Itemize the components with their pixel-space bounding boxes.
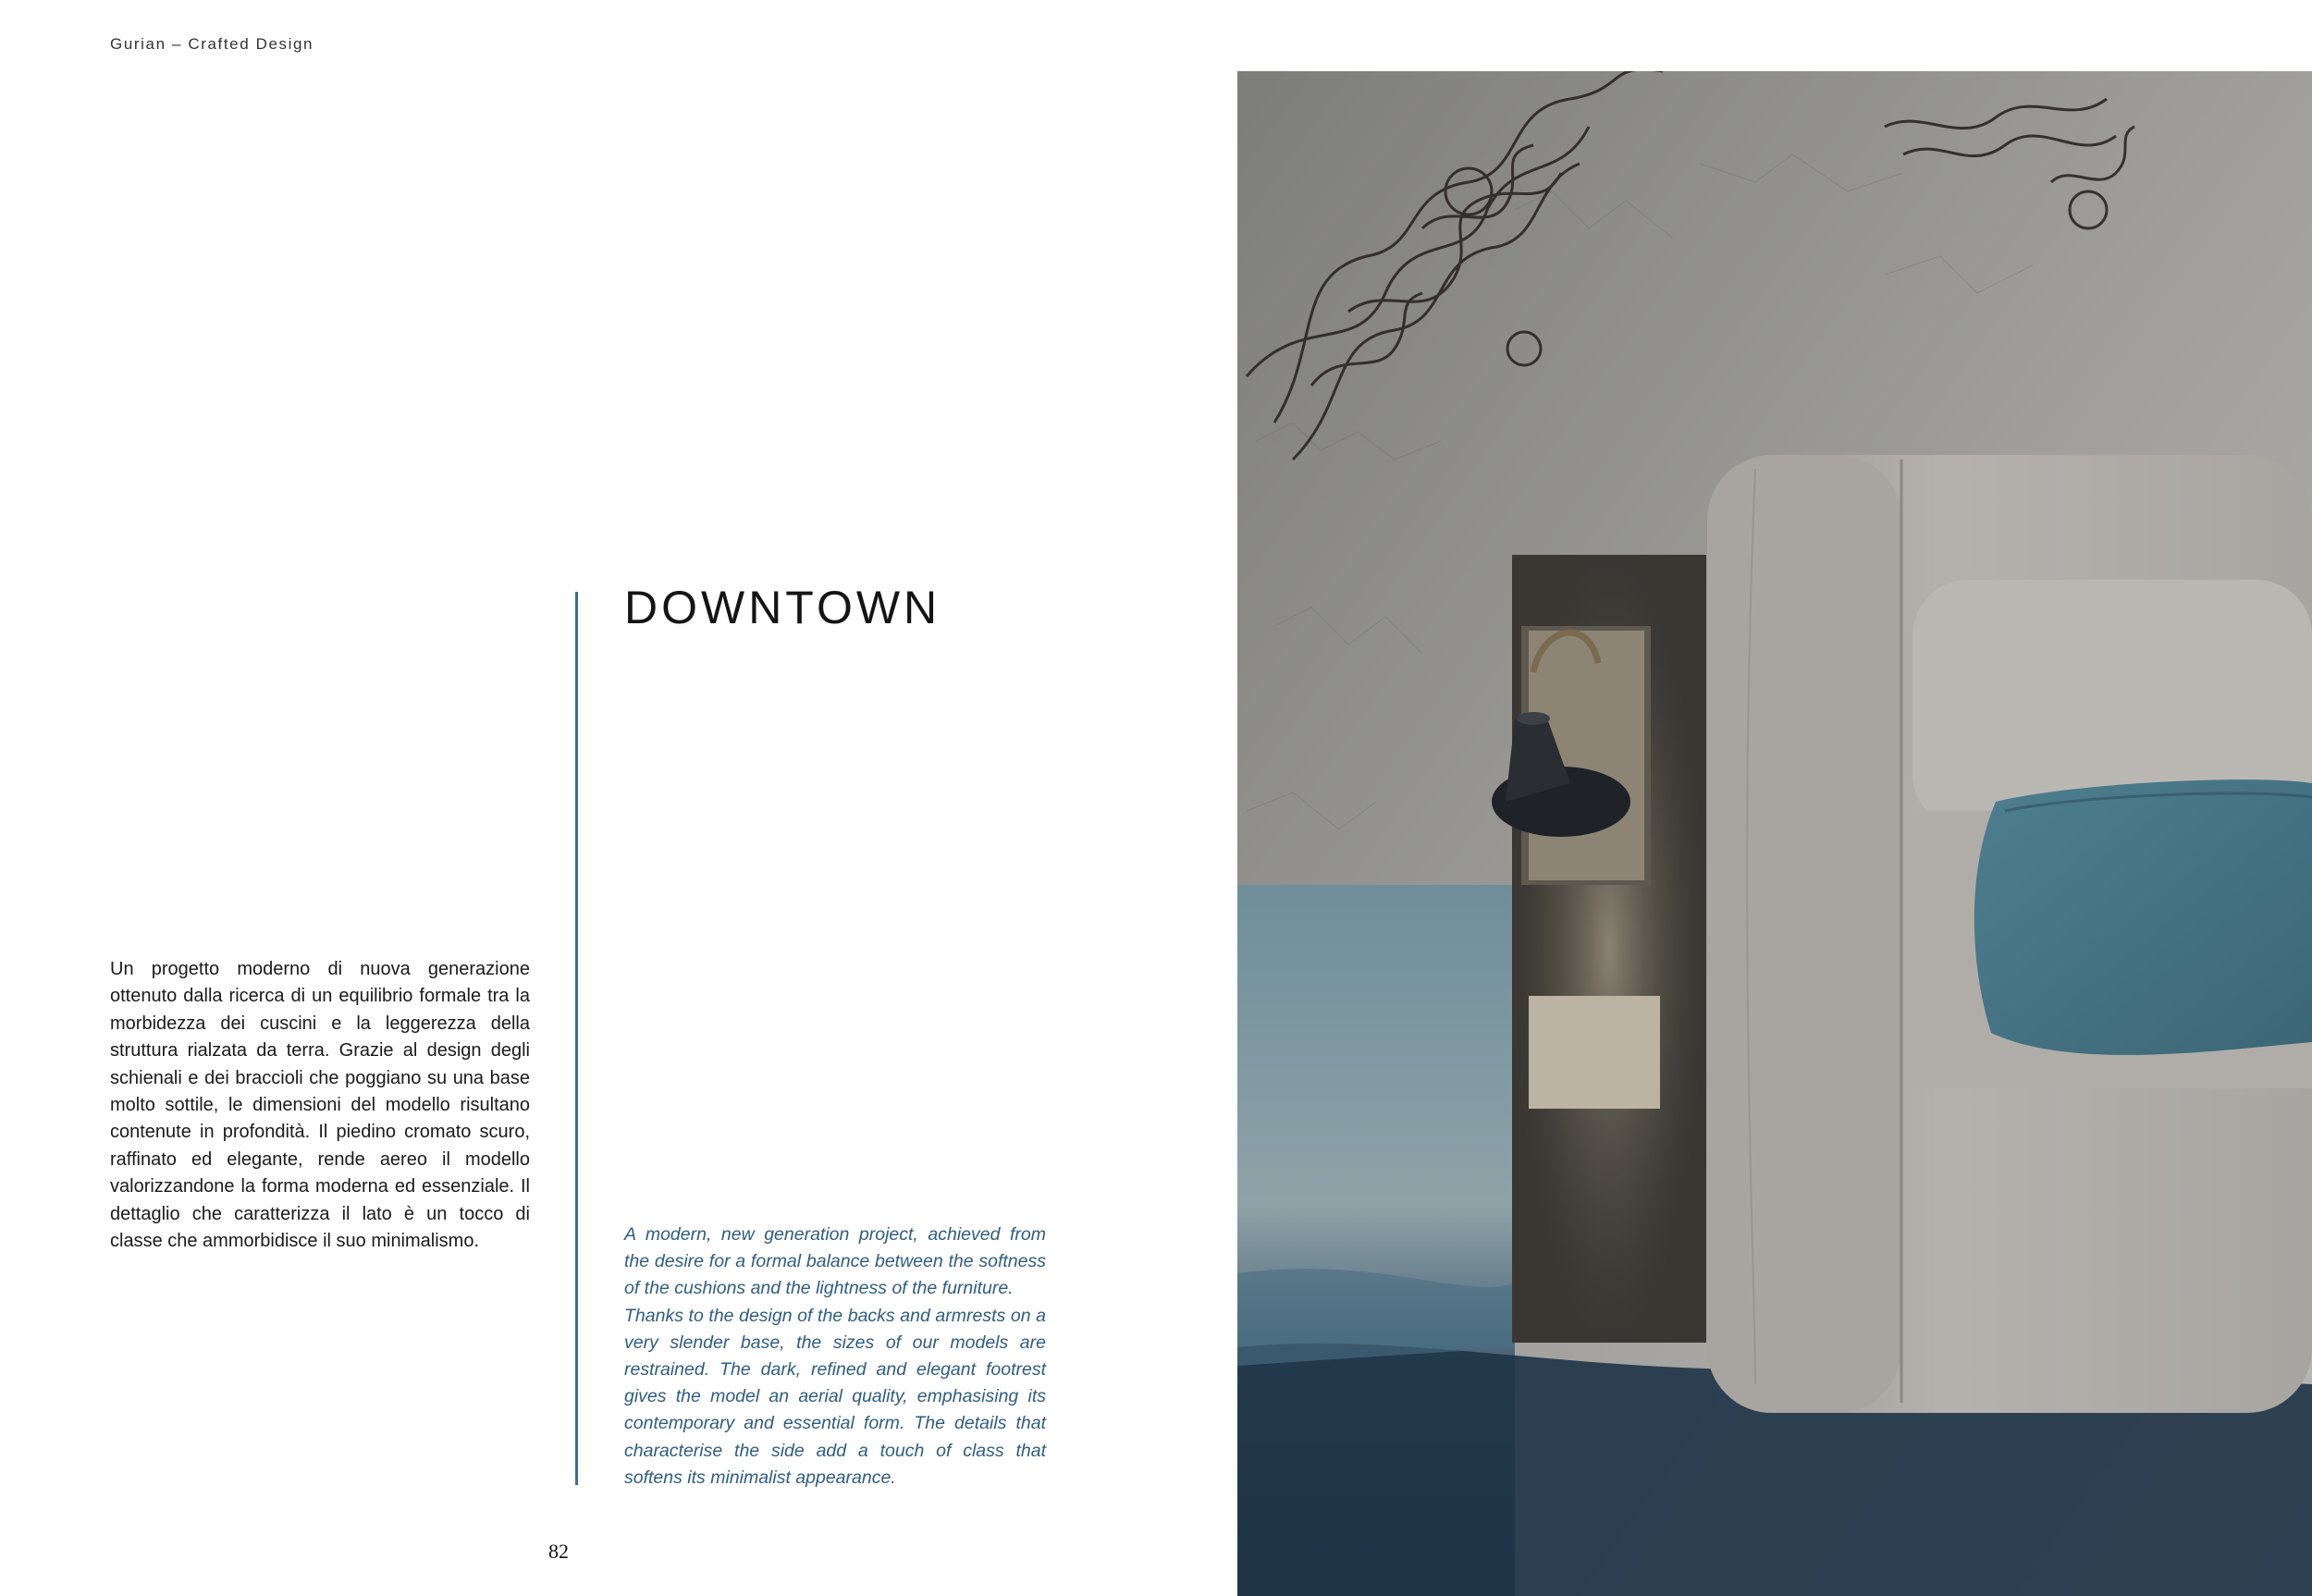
page-title: DOWNTOWN xyxy=(624,582,941,633)
accent-divider xyxy=(575,592,578,1485)
description-english-paragraph-1: A modern, new generation project, achieved from the desire for a formal balance between the softness of the cushions and the lightness of the furniture. xyxy=(624,1224,1046,1299)
sofa-photo xyxy=(1237,71,2312,1596)
description-english-paragraph-2: Thanks to the design of the backs and armrests on a very slender base, the sizes of our models are restrained. The dark, refined and elegant footrest gives the model an aerial quality, emphasising its contemporary and essential form. The details that characterise the side add a touch of class that softens its minimalist appearance. xyxy=(624,1305,1046,1488)
description-italian: Un progetto moderno di nuova generazione ottenuto dalla ricerca di un equilibrio formale tra la morbidezza dei cuscini e la leggerezza della struttura rialzata da terra. Grazie al design degli schienali e dei braccioli che poggiano su una base molto sottile, le dimensioni del modello risultano contenute in profondità. Il piedino cromato scuro, raffinato ed elegante, rende aereo il modello valorizzandone la forma moderna ed essenziale. Il dettaglio che caratterizza il lato è un tocco di classe che ammorbidisce il suo minimalismo. xyxy=(110,959,530,1252)
page-number: 82 xyxy=(548,1540,569,1563)
description-english xyxy=(624,1222,1046,1492)
brand-header: Gurian – Crafted Design xyxy=(110,35,314,53)
